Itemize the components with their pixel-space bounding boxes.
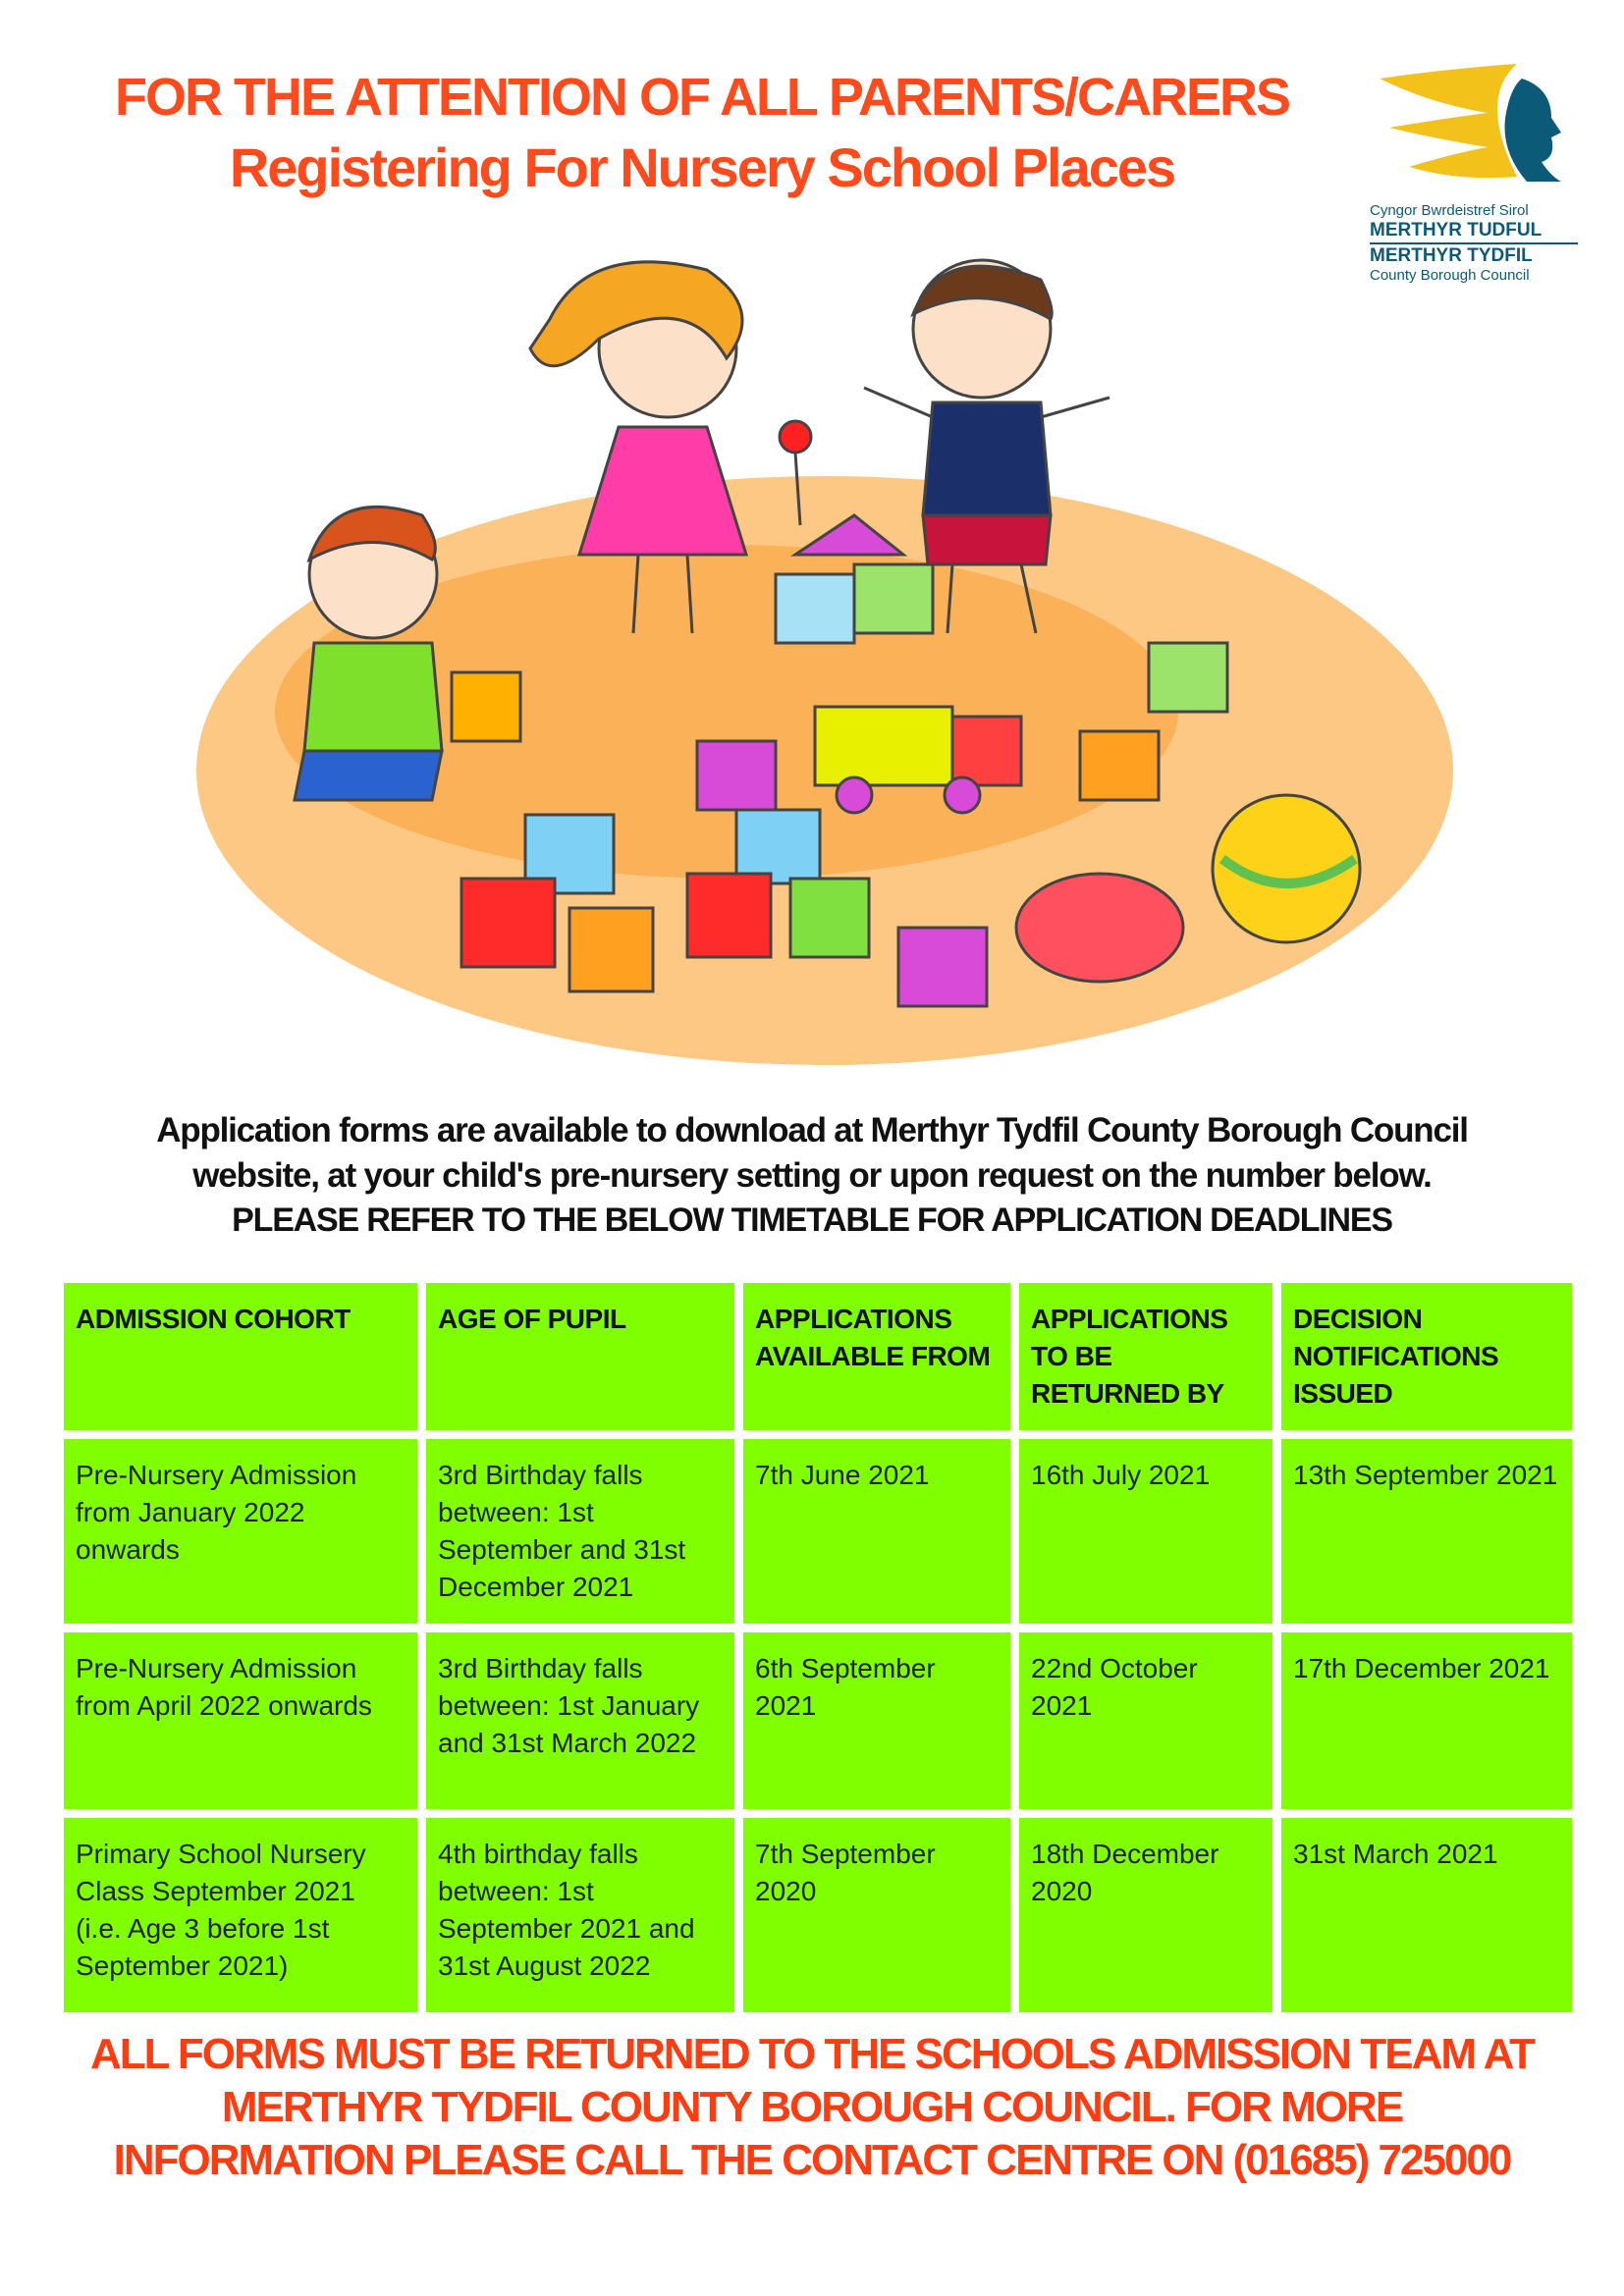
council-logo-icon: [1370, 59, 1566, 196]
intro-line-1: Application forms are available to download at Merthyr Tydfil County Borough Council: [156, 1111, 1468, 1149]
cell-decision: 13th September 2021: [1281, 1439, 1572, 1624]
intro-line-3: PLEASE REFER TO THE BELOW TIMETABLE FOR APPLICATION DEADLINES: [232, 1201, 1392, 1239]
header-decision-notifications: DECISION NOTIFICATIONS ISSUED: [1281, 1283, 1572, 1430]
intro-line-2: website, at your child's pre-nursery setting or upon request on the number below.: [192, 1156, 1432, 1195]
cell-returned: 16th July 2021: [1019, 1439, 1272, 1624]
cell-available: 7th June 2021: [743, 1439, 1010, 1624]
cell-available: 6th September 2021: [743, 1632, 1010, 1809]
cell-cohort: Pre-Nursery Admission from April 2022 onwards: [64, 1632, 417, 1809]
cell-returned: 22nd October 2021: [1019, 1632, 1272, 1809]
cell-cohort: Primary School Nursery Class September 2021 (i.e. Age 3 before 1st September 2021): [64, 1818, 417, 2012]
logo-english-name: County Borough Council: [1370, 267, 1530, 284]
cell-age: 4th birthday falls between: 1st September 2021 and 31st August 2022: [426, 1818, 734, 2012]
page-title: FOR THE ATTENTION OF ALL PARENTS/CARERS: [115, 68, 1289, 127]
footer-line-3: INFORMATION PLEASE CALL THE CONTACT CENTRE ON (01685) 725000: [113, 2136, 1511, 2184]
logo-welsh-name: Cyngor Bwrdeistref Sirol: [1370, 202, 1529, 219]
cell-age: 3rd Birthday falls between: 1st January and 31st March 2022: [426, 1632, 734, 1809]
page-subtitle: Registering For Nursery School Places: [229, 136, 1175, 198]
logo-english-title: MERTHYR TYDFIL: [1370, 245, 1533, 266]
cell-age: 3rd Birthday falls between: 1st September and 31st December 2021: [426, 1439, 734, 1624]
header-age-of-pupil: AGE OF PUPIL: [426, 1283, 734, 1430]
footer-line-1: ALL FORMS MUST BE RETURNED TO THE SCHOOLS ADMISSION TEAM AT: [89, 2030, 1535, 2078]
table-row: [64, 1439, 1572, 1624]
logo-welsh-title: MERTHYR TUDFUL: [1370, 220, 1543, 240]
header-admission-cohort: ADMISSION COHORT: [64, 1283, 417, 1430]
header-returned-by: APPLICATIONS TO BE RETURNED BY: [1019, 1283, 1272, 1430]
cell-decision: 31st March 2021: [1281, 1818, 1572, 2012]
cell-available: 7th September 2020: [743, 1818, 1010, 2012]
header-available-from: APPLICATIONS AVAILABLE FROM: [743, 1283, 1010, 1430]
cell-cohort: Pre-Nursery Admission from January 2022 onwards: [64, 1439, 417, 1624]
table-row: [64, 1632, 1572, 1809]
cell-returned: 18th December 2020: [1019, 1818, 1272, 2012]
table-header-row: [64, 1283, 1572, 1430]
application-timetable: [55, 1274, 1581, 2021]
footer-line-2: MERTHYR TYDFIL COUNTY BOROUGH COUNCIL. FOR MORE: [221, 2083, 1403, 2131]
cell-decision: 17th December 2021: [1281, 1632, 1572, 1809]
table-row: [64, 1818, 1572, 2012]
children-playing-illustration: [177, 221, 1463, 1095]
